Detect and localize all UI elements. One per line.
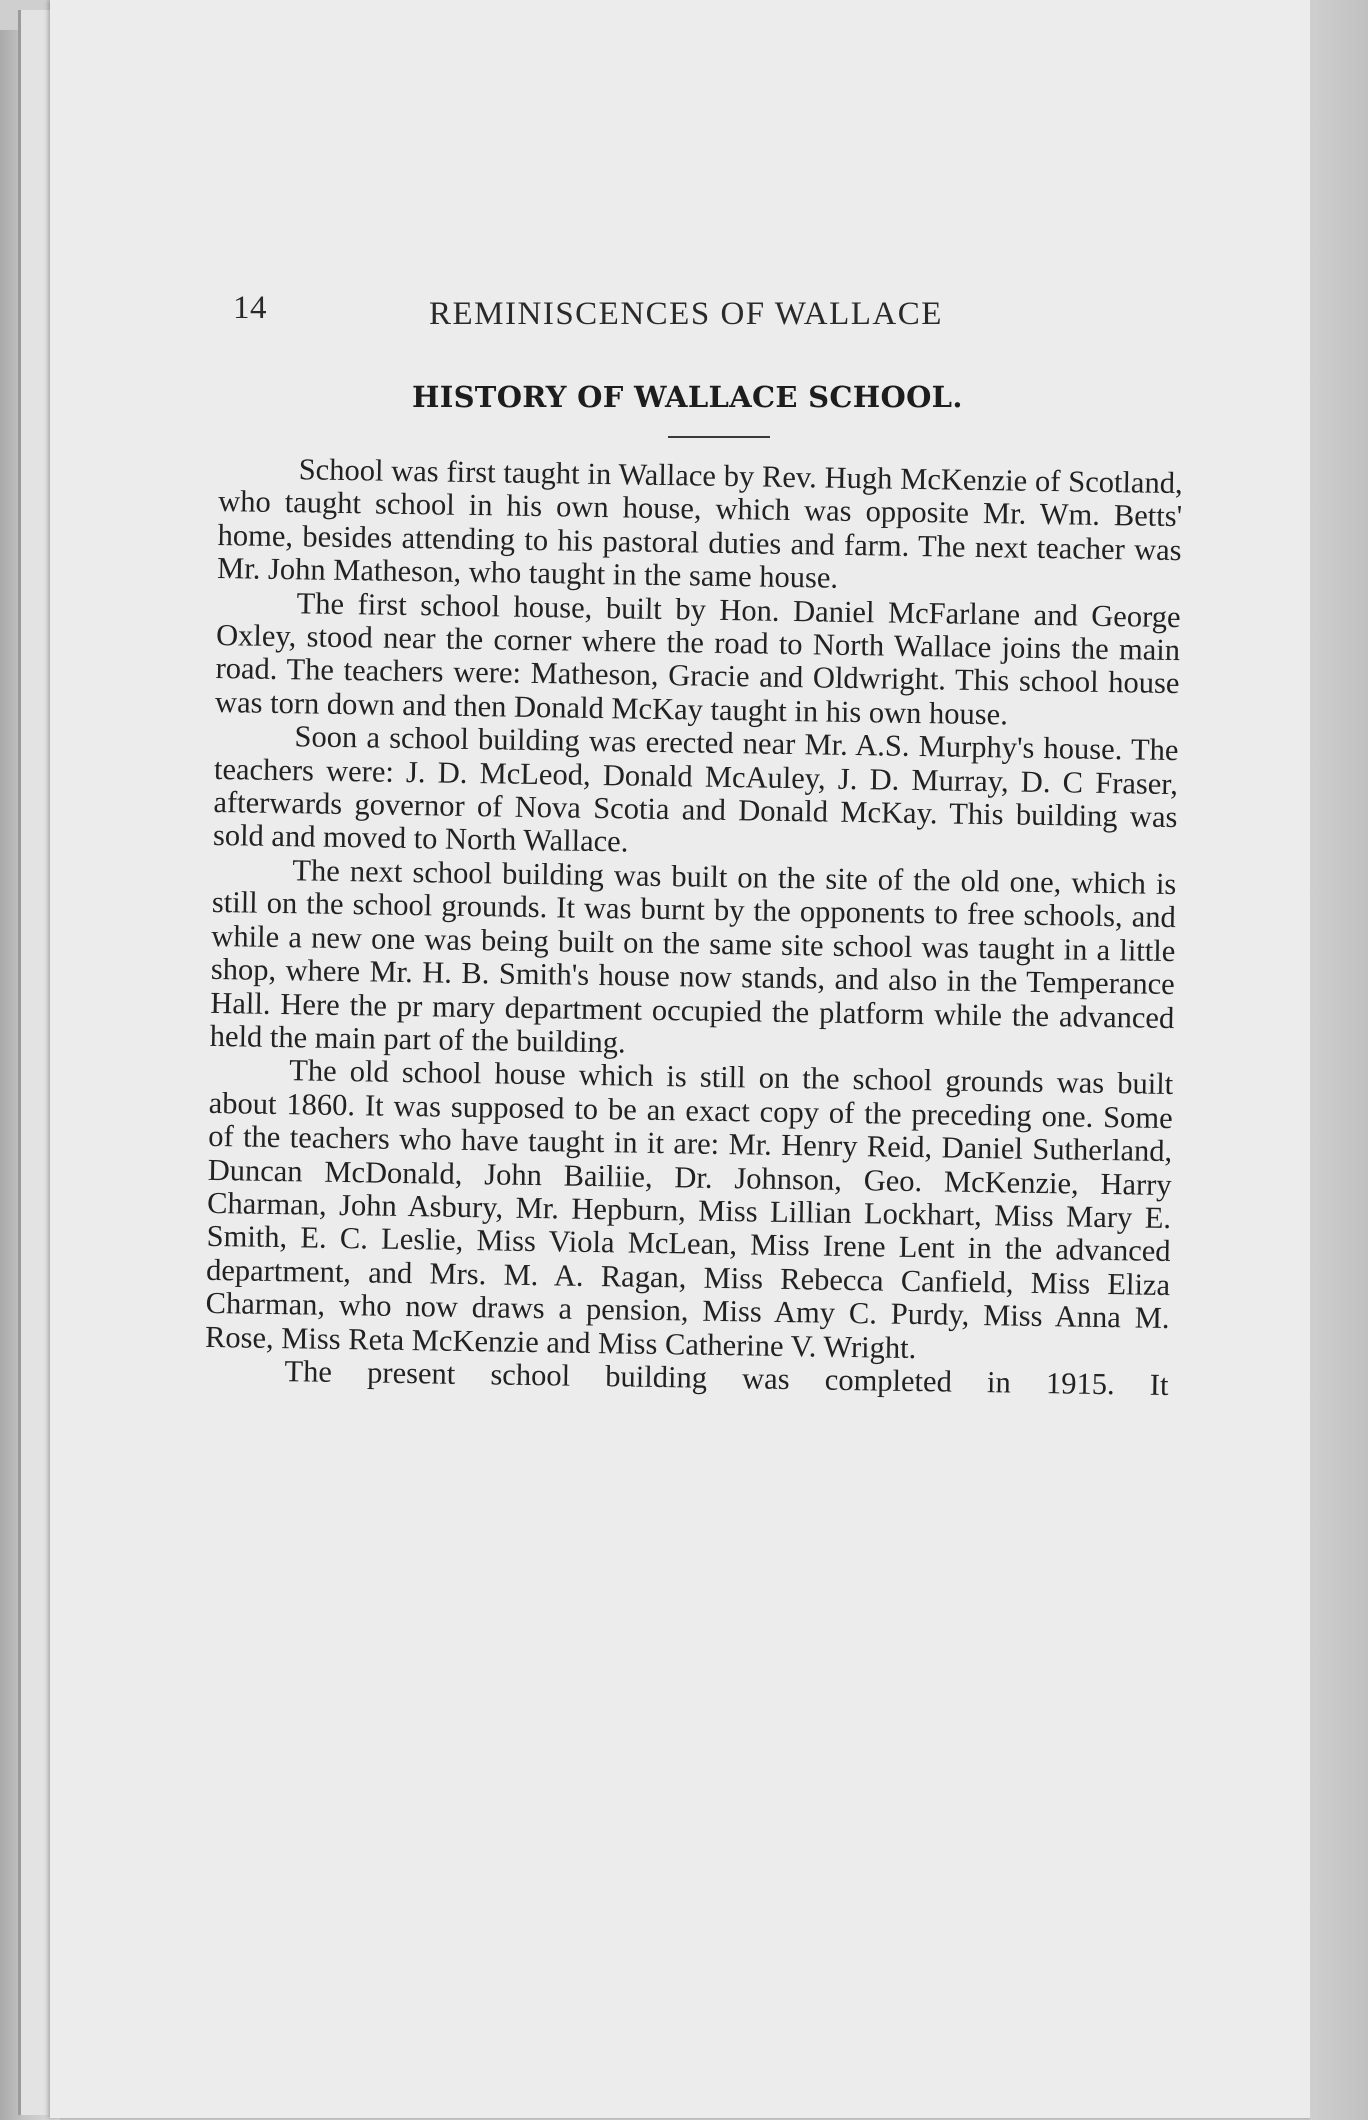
- paragraph-1: School was first taught in Wallace by Rev. Hugh McKenzie of Scotland, who taught school in his own house, which was opposite Mr. Wm. Betts' home, besides attending to his pastoral duties and farm. The next teacher was Mr. John Matheson, who taught in the same house.: [216, 452, 1183, 595]
- title-rule: [668, 436, 770, 438]
- paragraph-2: The first school house, built by Hon. Daniel McFarlane and George Oxley, stood near the corner where the road to North Wallace joins the main road. The teachers were: Matheson, Gracie and Oldwright. This school house was torn down and then Donald McKay taught in his own house.: [214, 585, 1181, 732]
- paragraph-4: The next school building was built on the site of the old one, which is still on the school grounds. It was burnt by the opponents to free schools, and while a new one was being built on the same site school was taught in a little shop, where Mr. H. B. Smith's house now stands, and also in the Temperance Hall. Here the pr mary department occupied the platform while the advanced held the main part of the building.: [209, 853, 1177, 1060]
- book-title: REMINISCENCES OF WALLACE: [429, 296, 943, 332]
- paragraph-6: The present school building was completed in 1915. It: [284, 1354, 1169, 1402]
- body-text: [204, 452, 1183, 1402]
- scan-border: [1310, 0, 1368, 2120]
- chapter-title: HISTORY OF WALLACE SCHOOL.: [412, 380, 963, 414]
- paragraph-3: Soon a school building was erected near Mr. A.S. Murphy's house. The teachers were: J. D. McLeod, Donald McAuley, J. D. Murray, D. C Fraser, afterwards governor of Nova Scotia and Donald McKay. This building was sold and moved to North Wallace.: [212, 719, 1179, 859]
- page-number: 14: [233, 290, 267, 326]
- paragraph-5: The old school house which is still on the school grounds was built about 1860. It was supposed to be an exact copy of the preceding one. Some of the teachers who have taught in it are: Mr. Henry Reid, Daniel Sutherland, Duncan McDonald, John Bailiie, Dr. Johnson, Geo. McKenzie, Harry Charman, John Asbury, Mr. Hepburn, Miss Lillian Lockhart, Miss Mary E. Smith, E. C. Leslie, Miss Viola McLean, Miss Irene Lent in the advanced department, and Mrs. M. A. Ragan, Miss Rebecca Canfield, Miss Eliza Charman, who now draws a pension, Miss Amy C. Purdy, Miss Anna M. Rose, Miss Reta McKenzie and Miss Catherine V. Wright.: [204, 1053, 1174, 1365]
